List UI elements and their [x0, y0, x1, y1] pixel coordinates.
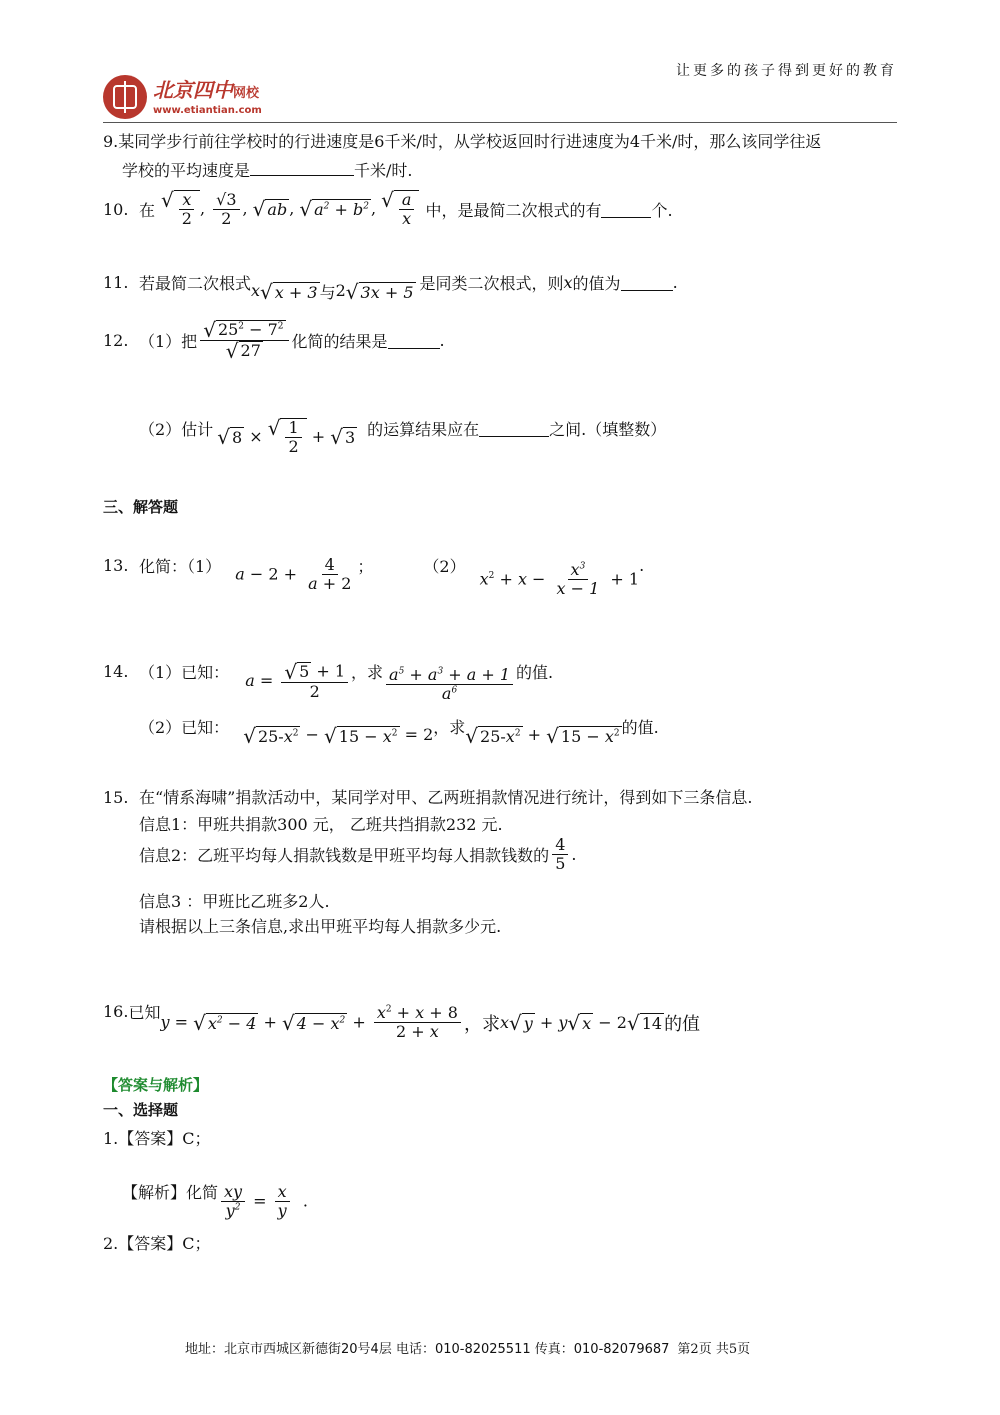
q15-line1	[103, 785, 752, 808]
q9-line2	[122, 158, 413, 181]
q15-intro: 在“情系海啸”捐款活动中，某同学对甲、乙两班捐款情况进行统计，得到如下三条信息.	[139, 788, 753, 807]
answer-2: 2.【答案】C；	[103, 1234, 211, 1253]
q16-target: x √ y + y √ x − 2 √ 14	[499, 1011, 663, 1036]
q15-info2	[139, 836, 576, 874]
q11	[103, 262, 678, 303]
school-logo	[103, 75, 262, 119]
q12-p1-pre: （1）把	[139, 332, 198, 351]
q10-post: 个.	[651, 200, 673, 220]
q13-number: 13.	[103, 556, 129, 576]
q9-line1: 9.某同学步行前往学校时的行进速度是6千米/时，从学校返回时行进速度为4千米/时，那么该同学往返	[103, 132, 822, 151]
q12-p2-pre: （2）估计	[139, 419, 214, 439]
q12-p2-expr: √ 8 × √ $\frac{1}{2}$ + √ 3	[217, 416, 356, 457]
q16-end: 的值	[664, 1013, 701, 1035]
q13-label: 化简：（1）	[139, 557, 222, 577]
q11-var: x	[563, 273, 573, 292]
q14-val2: 的值.	[621, 717, 659, 737]
q10-pre: 在	[139, 200, 156, 220]
q12-number: 12.	[103, 331, 129, 350]
answer-1-explanation	[122, 1163, 308, 1221]
q11-radical-2: 2 √ 3x + 5	[335, 279, 414, 304]
q14-ask: ，求	[351, 663, 384, 683]
q14-p1-target: $\frac{a^5 + a^3 + a + 1}{a^6}$	[383, 666, 516, 704]
q11-post2: 的值为	[572, 274, 621, 293]
q13-expr-2: $x^2 + x$ − $\frac{x^3}{x - 1}$ + 1	[479, 560, 640, 599]
q11-pre: 若最简二次根式	[139, 274, 252, 293]
q11-post: 是同类二次根式，则	[419, 274, 564, 293]
q13-sep: ；	[357, 557, 374, 577]
q15-fraction: $\frac{4}{5}$	[552, 836, 568, 874]
q15-number: 15.	[103, 788, 129, 807]
answer-1-exp-expr: $\frac{xy}{y^2}$ = $\frac{x}{y}$ .	[218, 1183, 308, 1221]
q15-ask: 请根据以上三条信息,求出甲班平均每人捐款多少元.	[139, 917, 502, 936]
q15-info3: 信息3 ：甲班比乙班多2人.	[139, 892, 330, 911]
q15-info1: 信息1：甲班共捐款300 元， 乙班共挡捐款232 元.	[139, 815, 503, 834]
page-number: 第2页 共5页	[677, 1342, 751, 1357]
q10-radicals: √ $\frac{x}{2}$ , $\frac{√3}{2}$ , √ ab , √ $a^2 + b^2$ , √ $\frac{a}{x}$	[161, 190, 419, 229]
q14-ask2: ，求	[433, 717, 466, 737]
logo-sub: 网校	[233, 85, 260, 101]
q13-end: .	[639, 556, 645, 576]
header-slogan: 让更多的孩子得到更好的教育	[676, 63, 897, 79]
q16-ask: ，求	[463, 1013, 500, 1035]
q11-answer-blank	[621, 274, 673, 291]
q9-answer-blank	[250, 159, 354, 176]
q10-number: 10.	[103, 199, 129, 219]
q11-end: .	[672, 273, 678, 292]
q14-part2	[139, 707, 659, 746]
q10-mid: 中，是最简二次根式的有	[425, 200, 602, 220]
q10	[103, 190, 673, 229]
q12-p1-post: 化简的结果是	[291, 332, 388, 351]
footer-address: 地址：北京市西城区新德街20号4层 电话：010-82025511 传真：010-82079687	[185, 1342, 670, 1357]
q14-p1: （1）已知：	[139, 663, 230, 683]
q12-p1-expr: √ $25^2 - 7^2$ √ 27	[200, 320, 288, 361]
logo-name: 北京四中	[153, 77, 233, 102]
answers-title: 【答案与解析】	[103, 1076, 209, 1094]
q12-part1	[103, 320, 445, 361]
q14-val: 的值.	[516, 663, 554, 683]
q16-given: y = √ $x^2 - 4$ + √ $4 - x^2$ + $\frac{x^2 + x + 8}{2 + x}$	[160, 1004, 463, 1042]
q12-p1-end: .	[439, 331, 445, 350]
page-footer	[185, 1338, 750, 1357]
q11-radical-1: x √ x + 3	[251, 279, 318, 304]
q13-expr-1: a − 2 + $\frac{4}{a + 2}$	[235, 555, 352, 594]
q16	[103, 982, 700, 1042]
q13	[103, 533, 644, 599]
q14-number: 14.	[103, 662, 129, 682]
answer-1: 1.【答案】C；	[103, 1129, 211, 1148]
q14-p2-target: √ $25-x^2$ + √ $15 - x^2$	[465, 723, 620, 748]
answer-1-exp-label: 【解析】化简	[122, 1183, 219, 1203]
q9-line2-unit: 千米/时.	[354, 161, 413, 180]
answers-section-1: 一、选择题	[103, 1101, 179, 1119]
header-divider	[103, 122, 897, 123]
q14-p2: （2）已知：	[139, 717, 230, 737]
q16-number: 16.	[103, 1002, 129, 1022]
q14-part1	[103, 640, 553, 704]
q15-info2-text: 信息2：乙班平均每人捐款钱数是甲班平均每人捐款钱数的	[139, 846, 550, 866]
section-3-heading: 三、解答题	[103, 498, 179, 516]
q13-label2: （2）	[423, 557, 466, 577]
logo-url: www.etiantian.com	[153, 104, 262, 116]
q14-p2-given: √ $25-x^2$ − √ $15 - x^2$ = 2	[243, 723, 434, 748]
q12-p2-post: 的运算结果应在	[367, 419, 480, 439]
q9-line2-text: 学校的平均速度是	[122, 161, 251, 180]
q12-p2-end: 之间.（填整数）	[549, 419, 667, 439]
q16-pre: 已知	[128, 1003, 161, 1023]
q14-p1-given: a = √ 5 + 1 2	[245, 662, 351, 701]
logo-emblem-icon	[103, 75, 147, 119]
q15-info2-end: .	[571, 845, 577, 865]
q12-p2-blank	[479, 420, 549, 437]
q12-p1-blank	[388, 332, 440, 349]
q10-answer-blank	[601, 201, 651, 218]
q11-and: 与	[319, 283, 336, 302]
q11-number: 11.	[103, 273, 129, 292]
q12-part2	[139, 400, 666, 457]
